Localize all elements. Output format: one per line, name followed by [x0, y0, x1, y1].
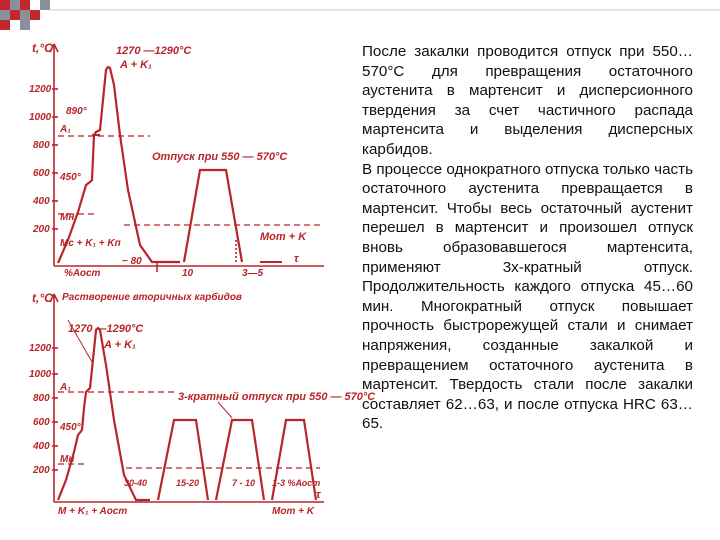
label-890: 890°: [66, 106, 87, 117]
label-tau: τ: [316, 489, 321, 501]
y-tick: 600: [33, 168, 50, 179]
label-dissolve: Растворение вторичных карбидов: [62, 292, 242, 303]
label-temper: Отпуск при 550 — 570°С: [152, 151, 288, 163]
y-tick: 1000: [29, 369, 52, 380]
label-ast: %Аост: [64, 268, 101, 279]
y-tick: 400: [33, 196, 50, 207]
label-tau: τ: [294, 253, 299, 265]
paragraph-tempering: После закалки проводится отпуск при 550…570°С для превращения остаточного аустенита в мартенсит и дисперсионного твердения за счет частичного распада мартенсита и выделения дисперсных карбидов.: [362, 43, 693, 158]
label-mot: Mот + K: [272, 506, 314, 517]
label-30-40: 30-40: [124, 478, 148, 488]
y-tick: 200: [33, 224, 50, 235]
label-temper: 3-кратный отпуск при 550 — 570°С: [178, 391, 376, 403]
paragraph-multiple-tempering: В процессе однократного отпуска только часть остаточного аустенита превращается в мартенсит. Чтобы весь остаточный аустенит перешел в мартенсит и произошел отпуск вновь образовавшегося мартенсита, применяют 3х-кратный отпуск. Продолжительность каждого отпуска 45…60 мин. Многократный отпуск повышает прочность быстрорежущей стали и снимает напряжения, созданные закалкой и превращением остаточного аустенита в мартенсит. Твердость стали после закалки составляет 62…63, и после отпуска HRC 63…65.: [362, 160, 693, 433]
label-450: 450°: [60, 422, 81, 433]
y-axis-title: t,°C: [32, 41, 53, 55]
label-phases-bottom: M + K₁ + Aост: [58, 506, 128, 517]
label-peak: 1270 —1290°С: [68, 323, 144, 335]
heat-treatment-diagram-triple-temper: [28, 290, 376, 520]
label-minus80: − 80: [122, 256, 142, 267]
label-phases-bottom: Mс + K₁ + Kп: [60, 238, 121, 249]
y-tick: 600: [33, 417, 50, 428]
label-peak: 1270 —1290°С: [116, 45, 192, 57]
slide-body-text: [362, 42, 693, 434]
label-mn: Mн: [60, 454, 75, 465]
label-450: 450°: [60, 172, 81, 183]
heat-treatment-diagram-single-temper: [28, 40, 328, 278]
label-phase: A + K₁: [104, 339, 136, 351]
y-tick: 800: [33, 393, 50, 404]
label-mn: Mн: [60, 212, 75, 223]
label-3-5: 3—5: [242, 268, 264, 279]
y-axis-title: t,°C: [32, 291, 53, 305]
label-phase: A + K₁: [120, 59, 152, 71]
y-tick: 1200: [29, 343, 52, 354]
label-a1: A₁: [60, 124, 71, 135]
header-decoration: [0, 0, 720, 40]
label-mot: Mот + K: [260, 231, 307, 243]
label-7-10: 7 - 10: [232, 478, 256, 488]
y-tick: 800: [33, 140, 50, 151]
label-a1: A₁: [60, 382, 71, 393]
y-tick: 200: [33, 465, 50, 476]
label-10: 10: [182, 268, 194, 279]
label-15-20: 15-20: [176, 478, 200, 488]
label-1-3: 1-3 %Аост: [272, 478, 321, 488]
y-tick: 1000: [29, 112, 52, 123]
y-tick: 400: [33, 441, 50, 452]
y-tick: 1200: [29, 84, 52, 95]
